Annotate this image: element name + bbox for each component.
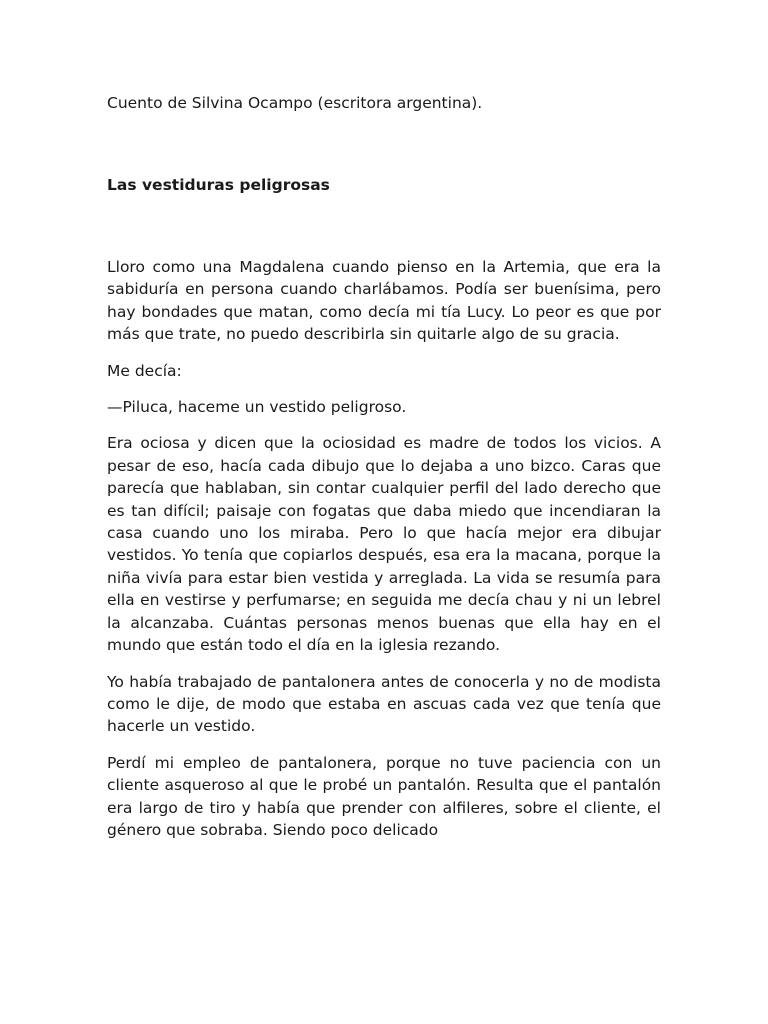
paragraph: Perdí mi empleo de pantalonera, porque no tuve paciencia con un cliente asqueroso al que le probé un pantalón. Resulta que el pantalón era largo de tiro y había que prender con alfileres, sobre el cliente, el género que sobraba. Siendo poco delicado <box>107 753 661 839</box>
paragraph: Yo había trabajado de pantalonera antes de conocerla y no de modista como le dije, de modo que estaba en ascuas cada vez que tenía que hacerle un vestido. <box>107 672 661 736</box>
paragraph: —Piluca, haceme un vestido peligroso. <box>107 398 407 417</box>
story-title: Las vestiduras peligrosas <box>107 176 330 194</box>
intro-line: Cuento de Silvina Ocampo (escritora argentina). <box>107 94 483 112</box>
paragraph: Era ociosa y dicen que la ociosidad es madre de todos los vicios. A pesar de eso, hacía cada dibujo que lo dejaba a uno bizco. Caras que parecía que hablaban, sin contar cualquier perfil del lado derecho que es tan difícil; paisaje con fogatas que daba miedo que incendiaran la casa cuando uno los miraba. Pero lo que hacía mejor era dibujar vestidos. Yo tenía que copiarlos después, esa era la macana, porque la niña vivía para estar bien vestida y arreglada. La vida se resumía para ella en vestirse y perfumarse; en seguida me decía chau y ni un lebrel la alcanzaba. Cuántas personas menos buenas que ella hay en el mundo que están todo el día en la iglesia rezando. <box>107 434 661 655</box>
paragraph: Lloro como una Magdalena cuando pienso en la Artemia, que era la sabiduría en persona cuando charlábamos. Podía ser buenísima, pero hay bondades que matan, como decía mi tía Lucy. Lo peor es que por más que trate, no puedo describirla sin quitarle algo de su gracia. <box>107 258 661 344</box>
story-body <box>107 256 661 841</box>
document-page <box>107 92 661 855</box>
paragraph: Me decía: <box>107 361 182 380</box>
